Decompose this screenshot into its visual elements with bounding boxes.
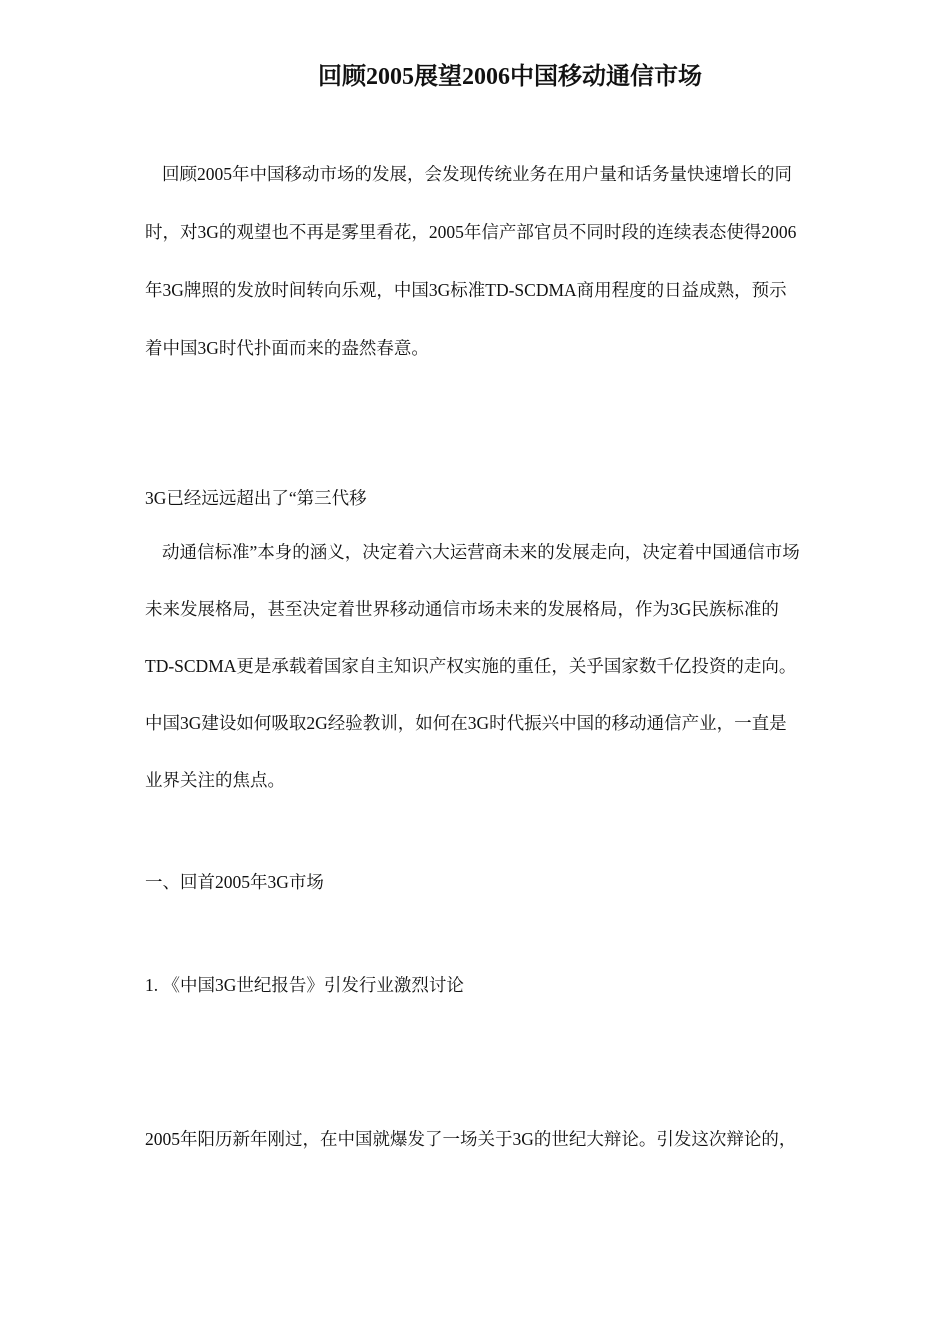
subsection-1-heading: 1. 《中国3G世纪报告》引发行业激烈讨论 (145, 975, 464, 995)
paragraph-2-line-4: 中国3G建设如何吸取2G经验教训，如何在3G时代振兴中国的移动通信产业，一直是 (145, 713, 787, 733)
paragraph-1-line-3: 年3G牌照的发放时间转向乐观，中国3G标准TD-SCDMA商用程度的日益成熟，预示 (145, 280, 787, 300)
paragraph-2-lead: 3G已经远远超出了“第三代移 (145, 488, 367, 508)
paragraph-2-line-3: TD-SCDMA更是承载着国家自主知识产权实施的重任，关乎国家数千亿投资的走向。 (145, 656, 797, 676)
paragraph-1-line-4: 着中国3G时代扑面而来的盎然春意。 (145, 338, 429, 358)
paragraph-1-line-2: 时，对3G的观望也不再是雾里看花，2005年信产部官员不同时段的连续表态使得2006 (145, 222, 797, 242)
paragraph-3-line-1: 2005年阳历新年刚过，在中国就爆发了一场关于3G的世纪大辩论。引发这次辩论的， (145, 1129, 797, 1149)
paragraph-1-line-1: 回顾2005年中国移动市场的发展，会发现传统业务在用户量和话务量快速增长的同 (162, 164, 792, 184)
paragraph-2-line-5: 业界关注的焦点。 (145, 770, 285, 790)
paragraph-2-line-2: 未来发展格局，甚至决定着世界移动通信市场未来的发展格局，作为3G民族标准的 (145, 599, 779, 619)
paragraph-2-line-1: 动通信标准”本身的涵义，决定着六大运营商未来的发展走向，决定着中国通信市场 (162, 542, 800, 562)
section-1-heading: 一、回首2005年3G市场 (145, 872, 324, 892)
document-title: 回顾2005展望2006中国移动通信市场 (318, 64, 702, 90)
